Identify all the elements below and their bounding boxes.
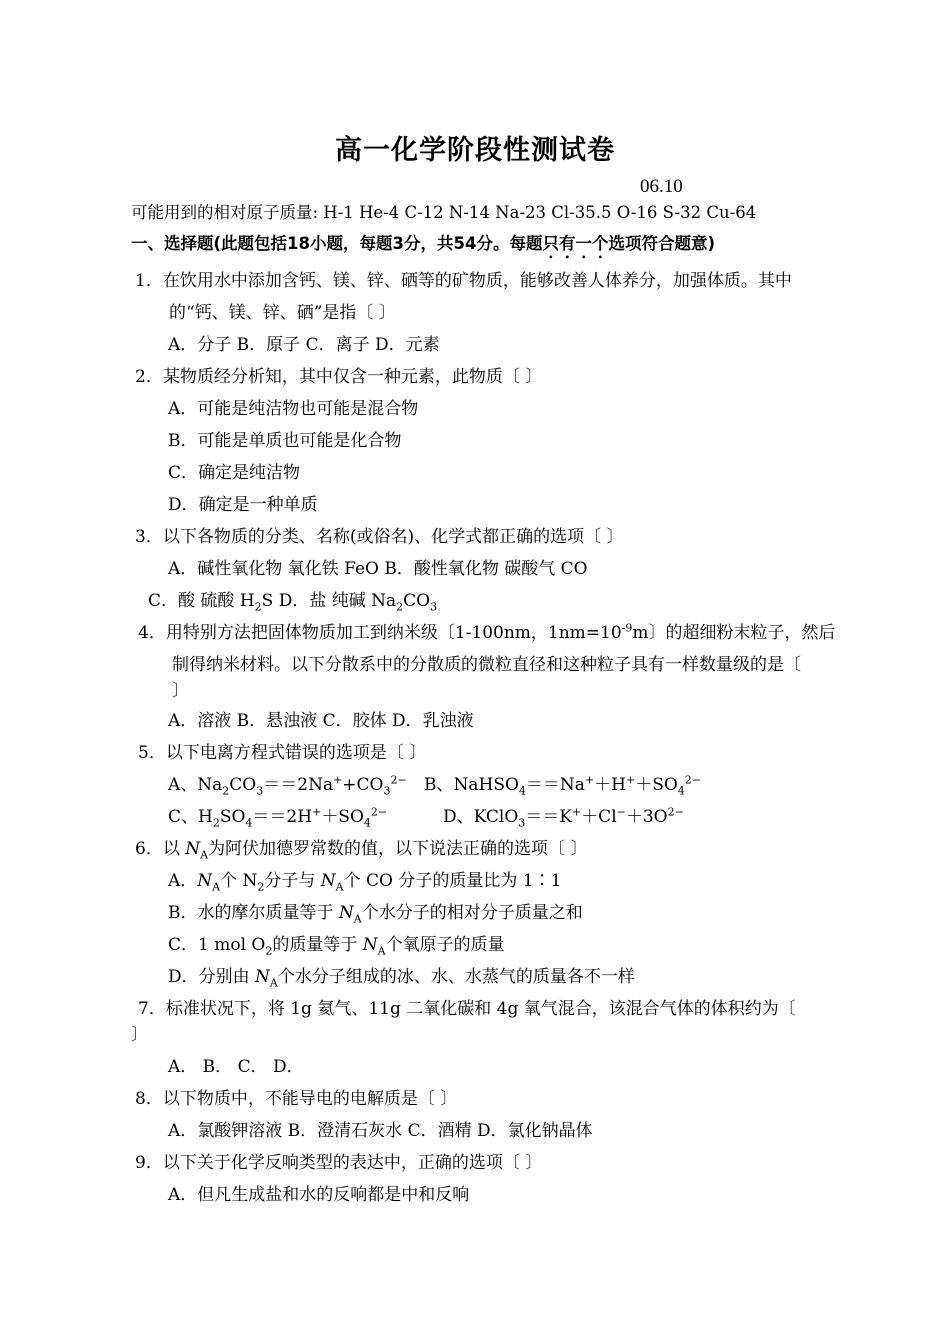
question-4-stem-bracket: 〕: [172, 681, 189, 701]
question-6-option-d: D．分别由 $N_A$个水分子组成的冰、水、水蒸气的质量各不一样: [168, 967, 635, 990]
question-1-options: A．分子 B．原子 C．离子 D．元素: [168, 335, 440, 355]
question-3-options-cd: C．酸 硫酸 $H_2S$ D．盐 纯碱 $Na_2CO_3$: [148, 591, 438, 614]
question-4-stem-cont: 制得纳米材料。以下分散系中的分散质的微粒直径和这种粒子具有一样数量级的是〔: [172, 655, 801, 675]
question-2-stem: 2．某物质经分析知，其中仅含一种元素，此物质〔 〕: [135, 367, 543, 387]
question-2-option-a: A．可能是纯洁物也可能是混合物: [168, 399, 419, 419]
atomic-masses-line: 可能用到的相对原子质量: H-1 He-4 C-12 N-14 Na-23 Cl-35.5 O-16 S-32 Cu-64: [131, 203, 757, 222]
question-6-option-c: C．1 mol $O_2$的质量等于 $N_A$个氧原子的质量: [168, 935, 505, 958]
emphasis-text: 只有一个: [542, 234, 609, 253]
question-8-options: A．氯酸钾溶液 B．澄清石灰水 C．酒精 D．氯化钠晶体: [168, 1121, 593, 1141]
question-3-stem: 3．以下各物质的分类、名称(或俗名)、化学式都正确的选项〔 〕: [135, 527, 624, 547]
question-7-options: A． B． C． D．: [168, 1057, 304, 1077]
question-5-option-c: C、$H_2SO_4==2H^++SO_4^{2-}$: [168, 805, 388, 830]
question-9-stem: 9．以下关于化学反响类型的表达中，正确的选项〔 〕: [135, 1153, 543, 1173]
question-2-option-d: D．确定是一种单质: [168, 495, 318, 515]
question-5-option-b: B、$NaHSO_4==Na^++H^++SO_4^{2-}$: [424, 773, 702, 798]
section-heading: 一、选择题(此题包括18小题，每题3分，共54分。每题只有一个选项符合题意): [131, 234, 715, 253]
question-2-option-b: B．可能是单质也可能是化合物: [168, 431, 402, 451]
question-7-stem: 7．标准状况下，将 1g 氦气、11g 二氧化碳和 4g 氧气混合，该混合气体的体积约为〔: [138, 999, 796, 1019]
question-9-option-a: A．但凡生成盐和水的反响都是中和反响: [168, 1185, 470, 1205]
question-6-option-a: A．$N_A$个 $N_2$分子与 $N_A$个 CO 分子的质量比为 1∶1: [168, 871, 562, 894]
question-4-stem: 4．用特别方法把固体物质加工到纳米级〔1-100nm，$1nm=10^{-9}m$〕的超细粉末粒子，然后: [138, 621, 836, 643]
question-3-options-ab: A．碱性氧化物 氧化铁 FeO B．酸性氧化物 碳酸气 CO: [168, 559, 588, 579]
page-title: 高一化学阶段性测试卷: [335, 135, 615, 166]
question-6-stem: 6．以 $N_A$为阿伏加德罗常数的值，以下说法正确的选项〔 〕: [135, 839, 588, 862]
question-5-stem: 5．以下电离方程式错误的选项是〔 〕: [138, 743, 427, 763]
exam-date: 06.10: [640, 176, 683, 197]
question-4-options: A．溶液 B．悬浊液 C．胶体 D．乳浊液: [168, 711, 474, 731]
question-7-stem-bracket: 〕: [131, 1025, 148, 1045]
question-1-stem: 1．在饮用水中添加含钙、镁、锌、硒等的矿物质，能够改善人体养分，加强体质。其中: [135, 271, 792, 291]
question-6-option-b: B．水的摩尔质量等于 $N_A$个水分子的相对分子质量之和: [168, 903, 583, 926]
question-1-stem-cont: 的“钙、镁、锌、硒”是指〔 〕: [169, 303, 396, 323]
question-2-option-c: C．确定是纯洁物: [168, 463, 301, 483]
question-8-stem: 8．以下物质中，不能导电的电解质是〔 〕: [135, 1089, 458, 1109]
question-5-option-d: D、$KClO_3==K^++Cl^-+3O^{2-}$: [443, 805, 684, 830]
question-5-option-a: A、$Na_2CO_3==2Na^++CO_3^{2-}$: [168, 773, 407, 798]
